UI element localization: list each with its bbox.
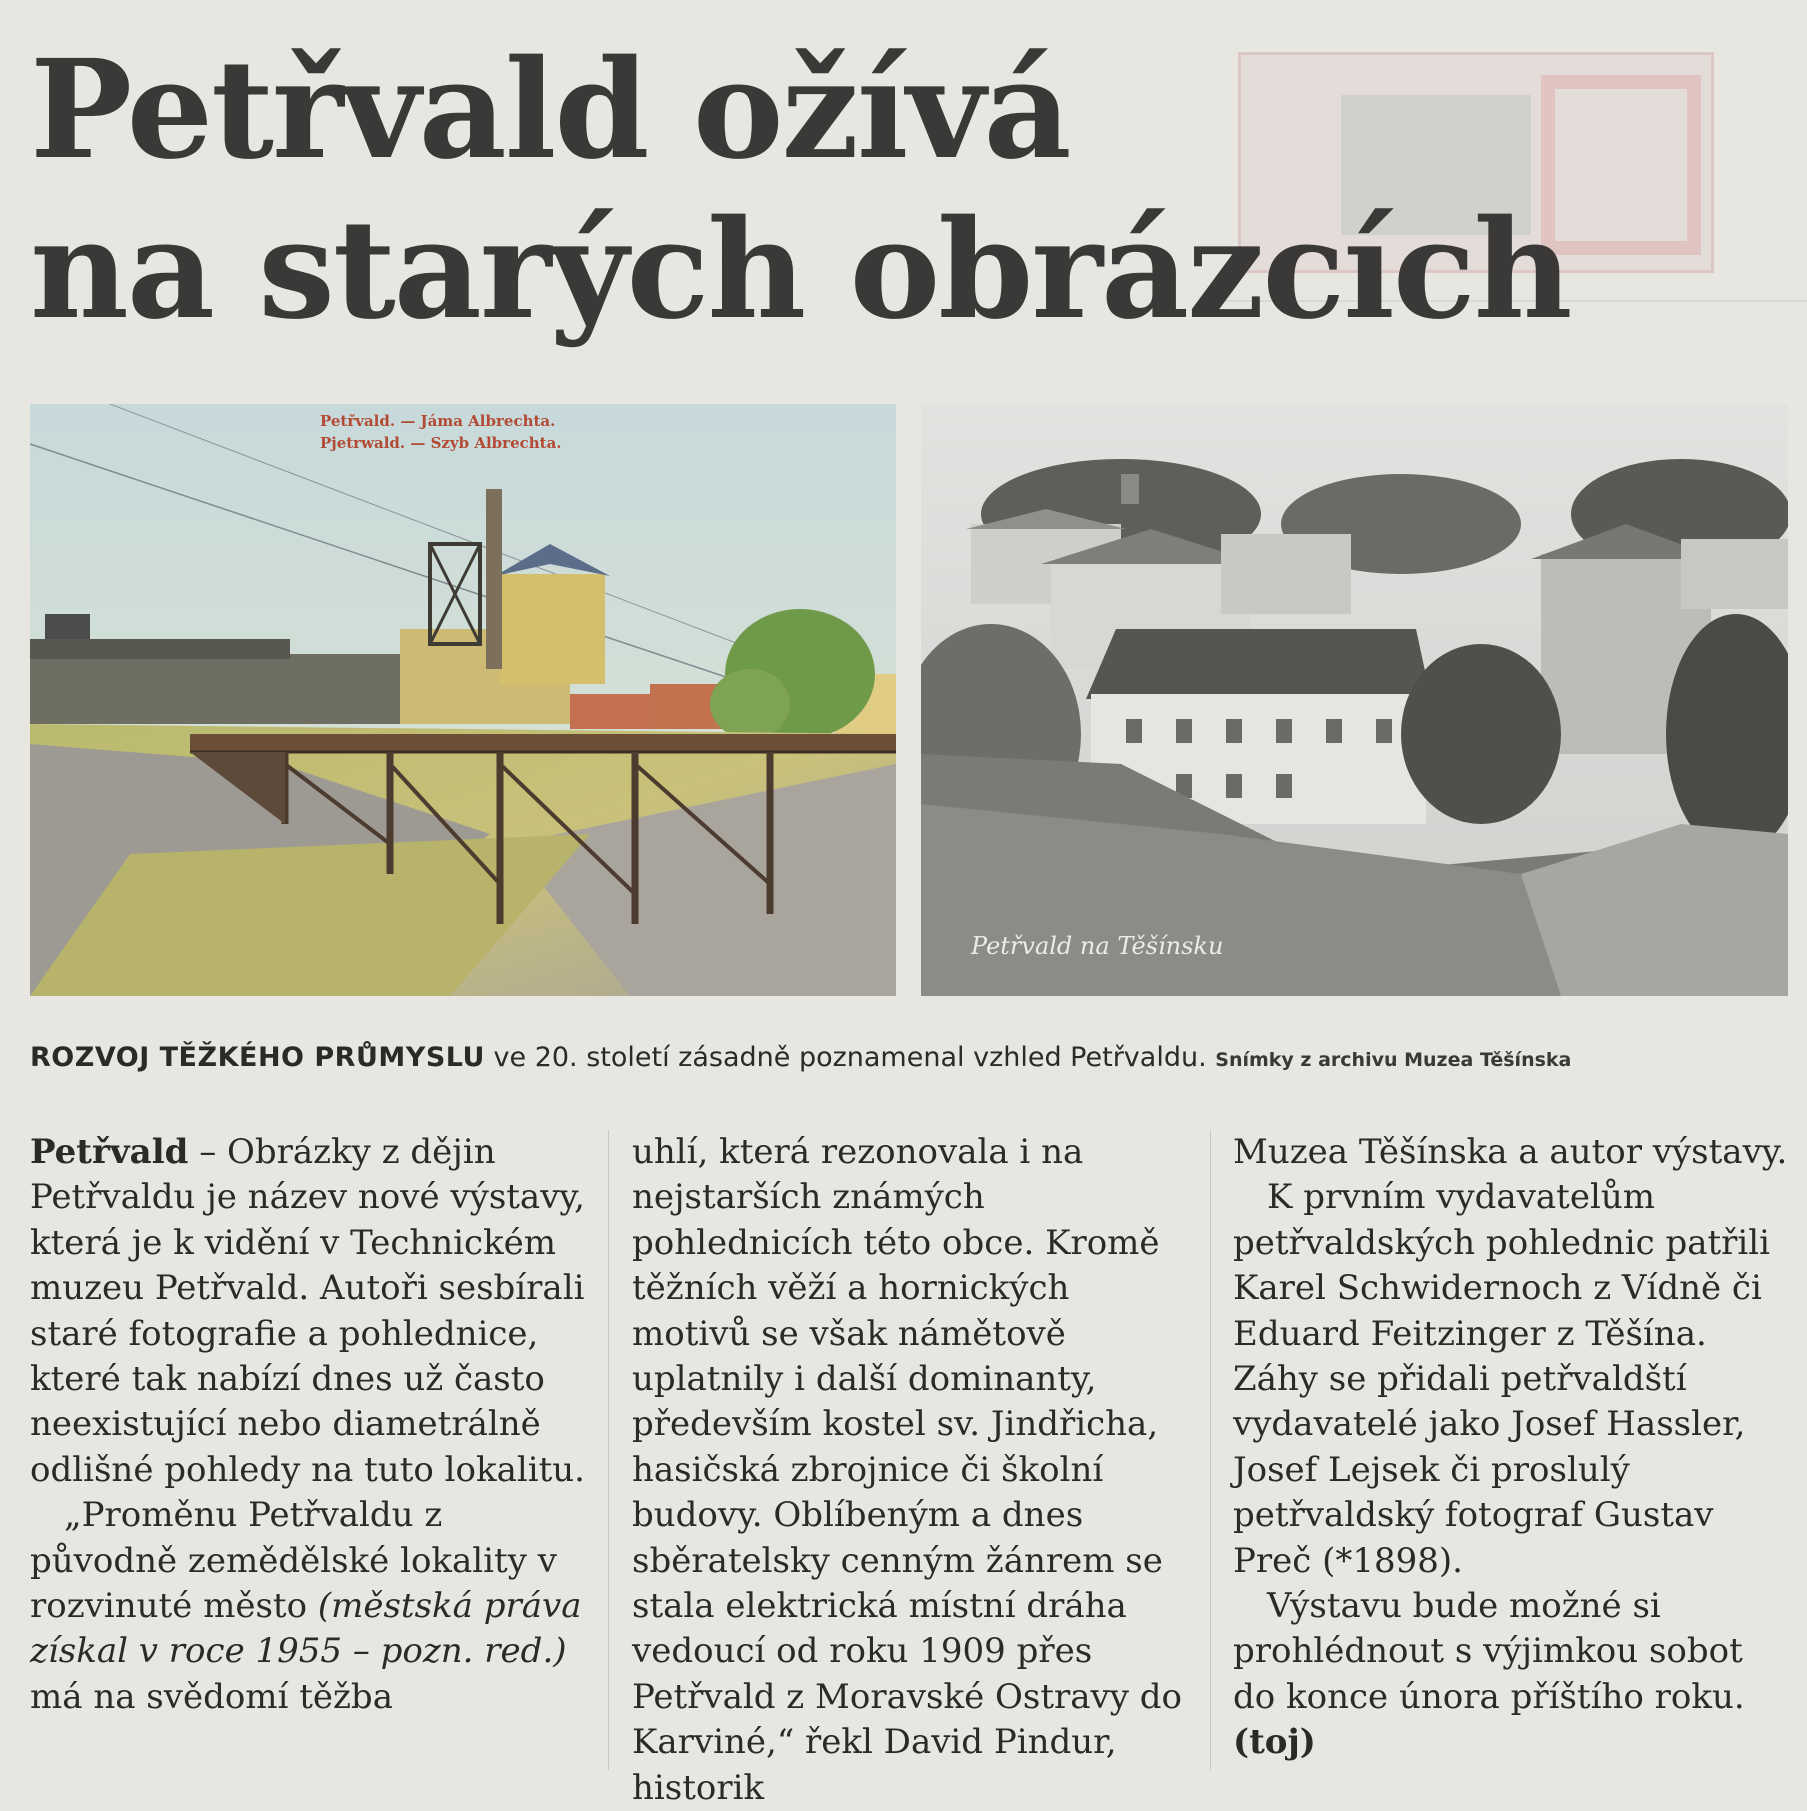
article-column-1 <box>30 1130 590 1720</box>
photo-caption <box>30 1040 1790 1078</box>
dateline: Petřvald <box>30 1132 189 1172</box>
article-column-3 <box>1233 1130 1793 1766</box>
caption-text: ve 20. století zásadně poznamenal vzhled Petřvaldu. <box>484 1042 1207 1073</box>
column-divider <box>608 1130 609 1770</box>
headline <box>30 30 1750 350</box>
paragraph <box>1233 1584 1793 1766</box>
photo-town-view <box>921 404 1788 996</box>
town-photo-overlay: Petřvald na Těšínsku <box>971 932 1224 960</box>
paragraph <box>30 1493 590 1720</box>
caption-credit: Snímky z archivu Muzea Těšínska <box>1215 1049 1572 1071</box>
paragraph: K prvním vydavatelům petřvaldských pohlednic patřili Karel Schwidernoch z Vídně či Eduard Feitzinger z Těšína. Záhy se přidali petřvaldští vydavatelé jako Josef Hassler, Josef Lejsek či proslulý petřvaldský fotograf Gustav Preč (*1898). <box>1233 1177 1771 1581</box>
postcard-overlay-1: Petřvald. — Jáma Albrechta. <box>320 412 556 430</box>
paragraph-text: Výstavu bude možné si prohlédnout s výjimkou sobot do konce února příštího roku. <box>1233 1586 1745 1717</box>
headline-line-2: na starých obrázcích <box>30 190 1571 350</box>
paragraph-text: – Obrázky z dějin Petřvaldu je název nové výstavy, která je k vidění v Technickém muzeu Petřvald. Autoři sesbírali staré fotografie a pohlednice, které tak nabízí dnes už často neexistující nebo diametrálně odlišné pohledy na tuto lokalitu. <box>30 1132 585 1490</box>
paragraph-text: „Proměnu Petřvaldu z původně zemědělské lokality v rozvinuté město <box>30 1495 557 1627</box>
town-view-illustration <box>921 404 1788 996</box>
editor-note: (městská práva získal v roce 1955 – pozn. red.) <box>30 1586 582 1672</box>
article-column-2 <box>632 1130 1192 1811</box>
column-divider <box>1210 1130 1211 1770</box>
postcard-overlay-2: Pjetrwald. — Szyb Albrechta. <box>320 434 562 452</box>
caption-lead: ROZVOJ TĚŽKÉHO PRŮMYSLU <box>30 1042 485 1073</box>
photo-mine-postcard <box>30 404 896 996</box>
paragraph-text: má na svědomí těžba <box>30 1676 393 1717</box>
paragraph: uhlí, která rezonovala i na nejstarších známých pohlednicích této obce. Kromě těžních věží a hornických motivů se však námětově uplatnily i další dominanty, především kostel sv. Jindřicha, hasičská zbrojnice či školní budovy. Oblíbeným a dnes sběratelsky cenným žánrem se stala elektrická místní dráha vedoucí od roku 1909 přes Petřvald z Moravské Ostravy do Karviné,“ řekl David Pindur, historik <box>632 1132 1182 1808</box>
headline-line-1: Petřvald ožívá <box>30 30 1070 190</box>
mine-postcard-illustration <box>30 404 896 996</box>
paragraph <box>30 1130 590 1493</box>
author-signature: (toj) <box>1233 1722 1316 1763</box>
paragraph: Muzea Těšínska a autor výstavy. <box>1233 1132 1788 1172</box>
